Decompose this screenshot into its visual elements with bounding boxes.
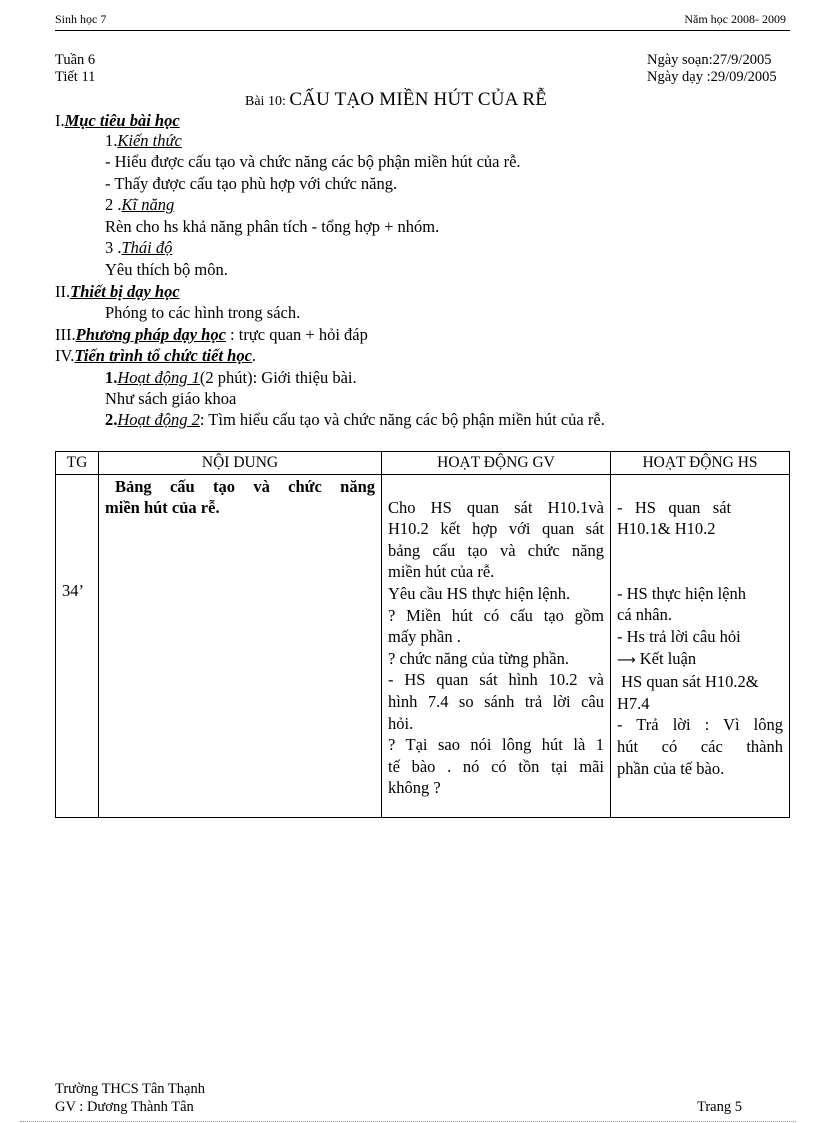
subsection-heading: Thái độ xyxy=(121,238,173,257)
cell-hs xyxy=(611,474,790,817)
gv-line: hình 7.4 so sánh trả lời câu xyxy=(388,691,604,711)
hs-line: - Trả lời : Vì lông xyxy=(617,715,783,735)
subsection-num: 2 . xyxy=(105,195,122,214)
skills-line: Rèn cho hs khả năng phân tích - tổng hợp + nhóm. xyxy=(105,217,440,236)
hs-line: - HS thực hiện lệnh xyxy=(617,583,747,603)
header-tg: TG xyxy=(56,452,99,475)
teaching-date: Ngày dạy :29/09/2005 xyxy=(647,69,777,85)
activity-text: : Tìm hiểu cấu tạo và chức năng các bộ phận miền hút của rễ. xyxy=(199,410,605,429)
hs-line: phần của tế bào. xyxy=(617,758,725,778)
section-num: III. xyxy=(55,325,76,344)
header-noidung: NỘI DUNG xyxy=(99,452,382,475)
period-label: Tiết 11 xyxy=(55,69,96,85)
hs-line: - Hs trả lời câu hỏi xyxy=(617,626,741,646)
subsection-num: 1. xyxy=(105,131,118,150)
subsection-attitude xyxy=(105,237,172,259)
equipment-line: Phóng to các hình trong sách. xyxy=(105,303,301,322)
gv-line: mấy phần . xyxy=(388,627,461,647)
activity-2 xyxy=(105,409,605,431)
prepared-date: Ngày soạn:27/9/2005 xyxy=(647,52,772,68)
section-heading: Mục tiêu bài học xyxy=(64,111,180,130)
gv-line: tế bào . nó có tồn tại mãi xyxy=(388,756,604,776)
gv-line: ? chức năng của từng phần. xyxy=(388,648,569,668)
section-method xyxy=(55,324,368,346)
subsection-knowledge xyxy=(105,130,182,152)
header-divider xyxy=(55,30,790,31)
gv-line: bảng cấu tạo và chức năng xyxy=(388,540,604,560)
section-objectives xyxy=(55,110,180,132)
table-row xyxy=(56,474,790,817)
knowledge-line-2: - Thấy được cấu tạo phù hợp với chức năng. xyxy=(105,174,398,193)
gv-line: Yêu cầu HS thực hiện lệnh. xyxy=(388,583,571,603)
activity-heading: Hoạt động 2 xyxy=(117,410,200,429)
subsection-heading: Kiến thức xyxy=(117,131,182,150)
subsection-num: 3 . xyxy=(105,238,122,257)
section-heading: Phương pháp dạy học xyxy=(75,325,226,344)
knowledge-line-1: - Hiểu được cấu tạo và chức năng các bộ phận miền hút của rễ. xyxy=(105,152,521,171)
header-hs: HOẠT ĐỘNG HS xyxy=(611,452,790,475)
arrow-right-icon: ⟶ xyxy=(617,652,636,668)
header-school-year: Năm học 2008- 2009 xyxy=(684,12,786,26)
cell-tg xyxy=(56,474,99,817)
footer-school: Trường THCS Tân Thạnh xyxy=(55,1081,205,1097)
footer-teacher: GV : Dương Thành Tân xyxy=(55,1099,194,1115)
section-heading: Tiến trình tổ chức tiết học xyxy=(74,346,252,365)
activity-1 xyxy=(105,367,357,389)
section-heading: Thiết bị dạy học xyxy=(70,282,180,301)
footer-divider xyxy=(20,1121,796,1122)
footer-page: Trang 5 xyxy=(697,1099,742,1115)
lesson-title xyxy=(245,89,547,111)
hs-line: cá nhân. xyxy=(617,605,672,625)
gv-line: miền hút của rễ. xyxy=(388,562,495,582)
lesson-prefix: Bài 10: xyxy=(245,94,286,109)
hs-line: - HS quan sát xyxy=(617,497,732,517)
gv-line: Cho HS quan sát H10.1và xyxy=(388,497,604,517)
hs-line: H7.4 xyxy=(617,693,650,713)
time-value: 34’ xyxy=(62,580,84,600)
gv-line: H10.2 kết hợp với quan sát xyxy=(388,519,604,539)
week-label: Tuần 6 xyxy=(55,52,96,68)
section-process xyxy=(55,345,256,367)
activity-num: 1. xyxy=(105,368,118,387)
header-subject: Sinh học 7 xyxy=(55,12,107,26)
hs-line: HS quan sát H10.2& xyxy=(617,672,759,692)
section-num: IV. xyxy=(55,346,75,365)
table-header-row xyxy=(56,452,790,475)
gv-line: ? Miền hút có cấu tạo gồm xyxy=(388,605,604,625)
gv-line: - HS quan sát hình 10.2 và xyxy=(388,670,604,690)
content-line: Bảng cấu tạo và chức năng xyxy=(115,476,375,496)
section-tail: . xyxy=(251,346,257,365)
activity-1-line: Như sách giáo khoa xyxy=(105,389,237,408)
subsection-heading: Kĩ năng xyxy=(121,195,175,214)
section-equipment xyxy=(55,281,180,303)
activity-text: (2 phút): Giới thiệu bài. xyxy=(199,368,357,387)
content-line: miền hút của rễ. xyxy=(105,498,220,518)
hs-conclusion xyxy=(617,648,783,672)
section-num: I. xyxy=(55,111,65,130)
section-num: II. xyxy=(55,282,71,301)
hs-line: H10.1& H10.2 xyxy=(617,519,716,539)
gv-line: hỏi. xyxy=(388,713,414,733)
activity-heading: Hoạt động 1 xyxy=(117,368,200,387)
lesson-name: CẤU TẠO MIỀN HÚT CỦA RỄ xyxy=(289,89,548,110)
gv-line: không ? xyxy=(388,778,441,798)
cell-noidung xyxy=(99,474,382,817)
hs-line: Kết luận xyxy=(639,648,697,668)
lesson-table xyxy=(55,451,790,818)
gv-line: ? Tại sao nói lông hút là 1 xyxy=(388,735,604,755)
activity-num: 2. xyxy=(105,410,118,429)
hs-line: hút có các thành xyxy=(617,736,783,756)
subsection-skills xyxy=(105,194,174,216)
cell-gv xyxy=(382,474,611,817)
header-gv: HOẠT ĐỘNG GV xyxy=(382,452,611,475)
attitude-line: Yêu thích bộ môn. xyxy=(105,260,228,279)
method-text: : trực quan + hỏi đáp xyxy=(225,325,368,344)
